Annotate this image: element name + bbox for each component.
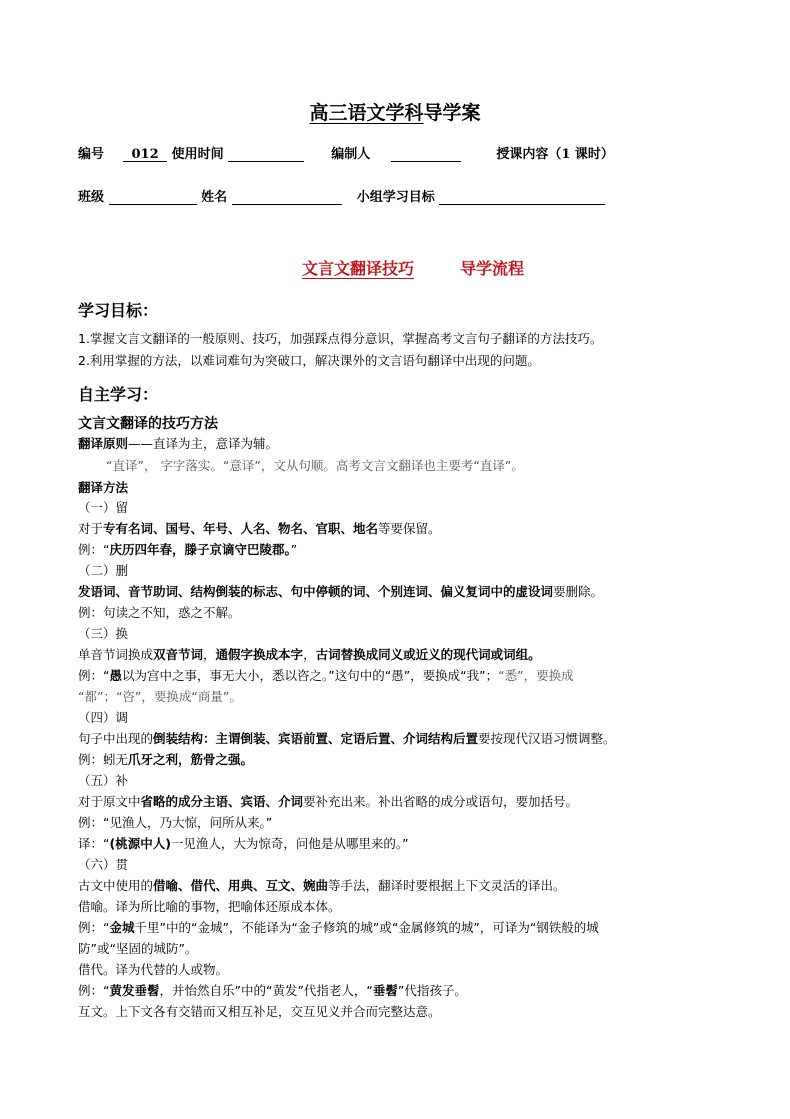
method-1-desc: 对于专有名词、国号、年号、人名、物名、官职、地名等要保留。 [78,521,441,536]
editor-blank[interactable] [391,147,461,162]
section-topic: 文言文翻译技巧 [302,259,415,278]
info-row-2 [78,186,605,205]
method-6-example-1: 例：“金城千里”中的“金城”，不能译为“金子修筑的城”或“金属修筑的城”，可译为“钢铁般的城 [78,920,599,935]
method-6-title: （六）贯 [78,857,129,872]
self-study-heading: 自主学习： [78,385,159,404]
document-title [0,98,790,125]
method-3-example: 例：“愚以为宫中之事，事无大小，悉以咨之。”这句中的“愚”，要换成“我”；“悉”，要换成 [78,668,574,683]
info-row-1 [78,143,614,162]
methods-label: 翻译方法 [78,480,129,495]
method-6-metonymy: 借代。译为代替的人或物。 [78,962,229,977]
time-blank[interactable] [228,147,304,162]
method-6-example-2: 例：“黄发垂髫，并怡然自乐”中的“黄发”代指老人，“垂髫”代指孩子。 [78,983,467,998]
method-1-example: 例：“庆历四年春，滕子京谪守巴陵郡。” [78,542,298,557]
class-label: 班级 [78,190,105,205]
section-title [232,256,524,279]
method-2-title: （二）删 [78,563,129,578]
method-4-title: （四）调 [78,710,129,725]
section-flow: 导学流程 [460,259,525,278]
method-5-translation: 译：“(桃源中人)一见渔人，大为惊奇，问他是从哪里来的。” [78,836,409,851]
goals-heading: 学习目标： [78,301,159,320]
method-5-title: （五）补 [78,773,129,788]
title-type: 导学案 [423,102,481,124]
goal-item-2: 2.利用掌握的方法，以难词难句为突破口，解决课外的文言语句翻译中出现的问题。 [78,353,540,368]
method-6-desc: 古文中使用的借喻、借代、用典、互文、婉曲等手法，翻译时要根据上下文灵活的译出。 [78,878,566,893]
editor-label: 编制人 [331,147,371,162]
method-3-example-cont: “都”；“咨”，要换成“商量”。 [78,689,242,704]
method-4-desc: 句子中出现的倒装结构：主谓倒装、宾语前置、定语后置、介词结构后置要按现代汉语习惯调整。 [78,731,616,746]
method-6-example-1-cont: 防”或“坚固的城防”。 [78,941,198,956]
code-value: 012 [123,147,167,162]
group-goal-label: 小组学习目标 [356,190,435,205]
method-5-example: 例：“见渔人，乃大惊，问所从来。” [78,815,273,830]
content-label: 授课内容（1 课时） [496,147,614,162]
principle-note: “直译”， 字字落实。“意译”，文从句顺。高考文言文翻译也主要考“直译”。 [106,458,524,473]
method-4-example: 例：蚓无爪牙之利，筋骨之强。 [78,752,254,767]
group-goal-blank[interactable] [439,190,605,205]
method-3-desc: 单音节词换成双音节词，通假字换成本字，古词替换成同义或近义的现代词或词组。 [78,647,541,662]
method-3-title: （三）换 [78,626,129,641]
principle-line: 翻译原则——直译为主，意译为辅。 [78,436,279,451]
methods-subheading: 文言文翻译的技巧方法 [78,416,218,432]
method-5-desc: 对于原文中省略的成分主语、宾语、介词要补充出来。补出省略的成分或语句，要加括号。 [78,794,579,809]
name-label: 姓名 [201,190,228,205]
method-2-desc: 发语词、音节助词、结构倒装的标志、句中停顿的词、个别连词、偏义复词中的虚设词要删除。 [78,584,604,599]
method-6-mutual-text: 互文。上下文各有交错而又相互补足，交互见义并合而完整达意。 [78,1004,441,1019]
title-subject: 高三语文学科 [309,102,424,124]
class-blank[interactable] [109,190,197,205]
code-label: 编号 [78,147,105,162]
method-1-title: （一）留 [78,500,129,515]
method-2-example: 例：句读之不知，惑之不解。 [78,605,241,620]
name-blank[interactable] [232,190,342,205]
method-6-metaphor: 借喻。译为所比喻的事物，把喻体还原成本体。 [78,899,341,914]
goal-item-1: 1.掌握文言文翻译的一般原则、技巧，加强踩点得分意识，掌握高考文言句子翻译的方法技巧。 [78,331,603,346]
time-label: 使用时间 [171,147,224,162]
